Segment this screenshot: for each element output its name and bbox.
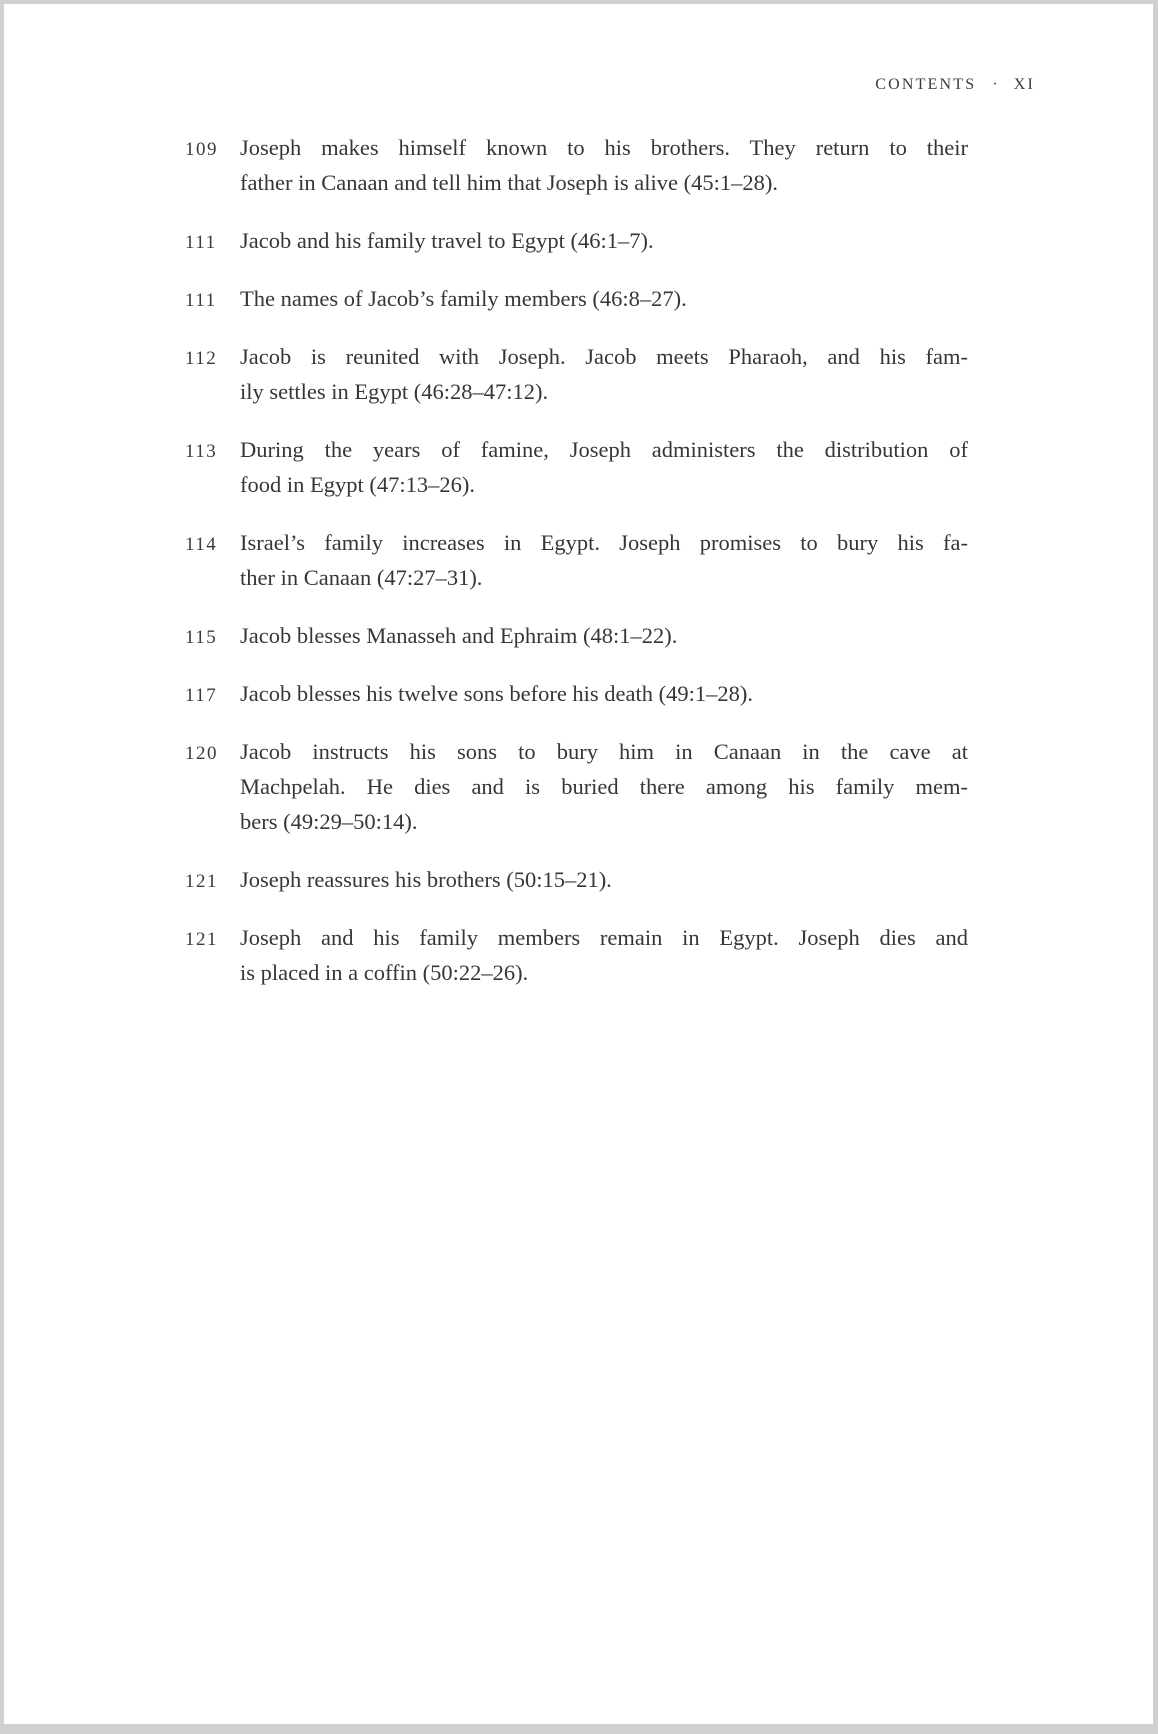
entry-text [240,734,968,839]
entry-line: Jacob blesses Manasseh and Ephraim (48:1–22). [240,623,678,648]
toc-entry [185,920,968,990]
running-head-title: CONTENTS [875,76,977,93]
entry-line: Joseph and his family members remain in Egypt. Joseph dies and [240,925,968,950]
entry-line: food in Egypt (47:13–26). [240,472,475,497]
toc-entry [185,525,968,595]
entry-text [240,281,968,316]
toc-list [185,130,968,1013]
running-head-separator-dot: · [992,76,998,93]
entry-page-number: 111 [185,232,217,253]
entry-text [240,920,968,990]
toc-entry [185,862,968,897]
toc-entry [185,339,968,409]
entry-page-number: 117 [185,685,218,706]
entry-line: Jacob and his family travel to Egypt (46:1–7). [240,228,654,253]
entry-page-number: 114 [185,534,218,555]
entry-line: Joseph reassures his brothers (50:15–21). [240,867,612,892]
entry-line: Jacob is reunited with Joseph. Jacob meets Pharaoh, and his fam- [240,344,968,369]
toc-entry [185,223,968,258]
entry-page-number: 115 [185,627,218,648]
entry-text [240,618,968,653]
entry-page-number: 121 [185,929,218,950]
entry-line: During the years of famine, Joseph administers the distribution of [240,437,968,462]
book-page [4,4,1153,1724]
running-head [875,76,1035,94]
toc-entry [185,432,968,502]
entry-line: is placed in a coffin (50:22–26). [240,960,529,985]
entry-page-number: 111 [185,290,217,311]
entry-page-number: 121 [185,871,218,892]
entry-line: The names of Jacob’s family members (46:8–27). [240,286,687,311]
entry-line: Joseph makes himself known to his brothers. They return to their [240,135,968,160]
toc-entry [185,130,968,200]
entry-text [240,223,968,258]
entry-line: ily settles in Egypt (46:28–47:12). [240,379,549,404]
entry-line: ther in Canaan (47:27–31). [240,565,483,590]
entry-text [240,432,968,502]
entry-line: Jacob instructs his sons to bury him in Canaan in the cave at [240,739,968,764]
entry-text [240,130,968,200]
toc-entry [185,734,968,839]
entry-line: bers (49:29–50:14). [240,809,418,834]
entry-text [240,676,968,711]
entry-page-number: 120 [185,743,218,764]
entry-page-number: 112 [185,348,218,369]
entry-line: Israel’s family increases in Egypt. Joseph promises to bury his fa- [240,530,968,555]
toc-entry [185,618,968,653]
entry-line: Machpelah. He dies and is buried there among his family mem- [240,774,968,799]
toc-entry [185,676,968,711]
entry-text [240,862,968,897]
entry-line: father in Canaan and tell him that Joseph is alive (45:1–28). [240,170,778,195]
entry-text [240,525,968,595]
entry-line: Jacob blesses his twelve sons before his death (49:1–28). [240,681,754,706]
entry-page-number: 109 [185,139,218,160]
entry-page-number: 113 [185,441,218,462]
entry-text [240,339,968,409]
toc-entry [185,281,968,316]
running-head-folio: XI [1013,76,1035,93]
